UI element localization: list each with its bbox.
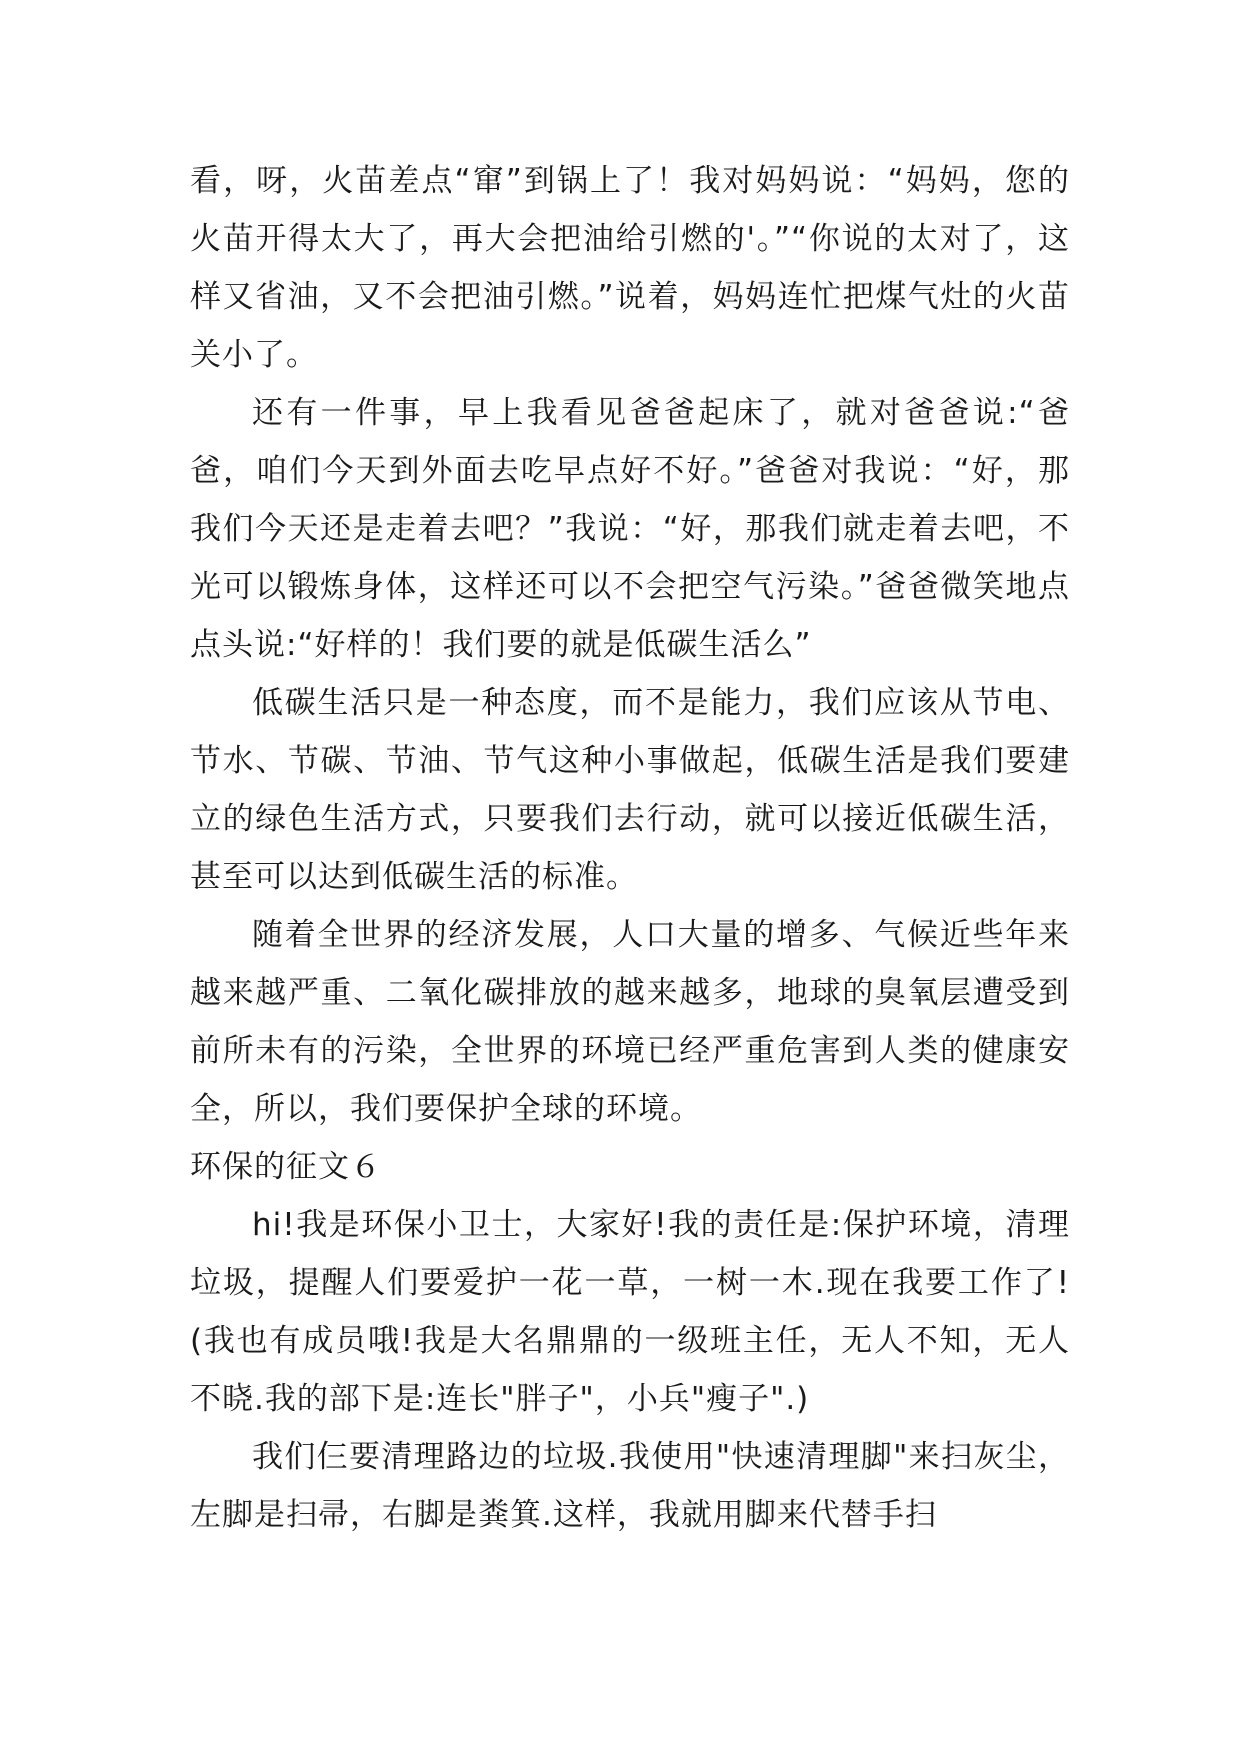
document-body	[190, 152, 1070, 1544]
paragraph: 低碳生活只是一种态度，而不是能力，我们应该从节电、节水、节碳、节油、节气这种小事做起，低碳生活是我们要建立的绿色生活方式，只要我们去行动，就可以接近低碳生活，甚至可以达到低碳生活的标准。	[190, 685, 1070, 895]
section-title: 环保的征文６	[190, 1149, 382, 1185]
paragraph: 还有一件事，早上我看见爸爸起床了，就对爸爸说:“爸爸，咱们今天到外面去吃早点好不好。”爸爸对我说：“好，那我们今天还是走着去吧？”我说：“好，那我们就走着去吧，不光可以锻炼身体，这样还可以不会把空气污染。”爸爸微笑地点点头说:“好样的！我们要的就是低碳生活么”	[190, 395, 1070, 663]
paragraph: 随着全世界的经济发展，人口大量的增多、气候近些年来越来越严重、二氧化碳排放的越来越多，地球的臭氧层遭受到前所未有的污染，全世界的环境已经严重危害到人类的健康安全，所以，我们要保护全球的环境。	[190, 917, 1070, 1127]
paragraph: hi!我是环保小卫士，大家好!我的责任是:保护环境，清理垃圾，提醒人们要爱护一花一草，一树一木.现在我要工作了!(我也有成员哦!我是大名鼎鼎的一级班主任，无人不知，无人不晓.我的部下是:连长"胖子"，小兵"瘦子".)	[190, 1207, 1070, 1417]
paragraph-continued: 看，呀，火苗差点“窜”到锅上了！我对妈妈说：“妈妈，您的火苗开得太大了，再大会把油给引燃的'。”“你说的太对了，这样又省油，又不会把油引燃。”说着，妈妈连忙把煤气灶的火苗关小了。	[190, 163, 1070, 373]
paragraph: 我们仨要清理路边的垃圾.我使用"快速清理脚"来扫灰尘，左脚是扫帚，右脚是粪箕.这样，我就用脚来代替手扫	[190, 1439, 1070, 1533]
